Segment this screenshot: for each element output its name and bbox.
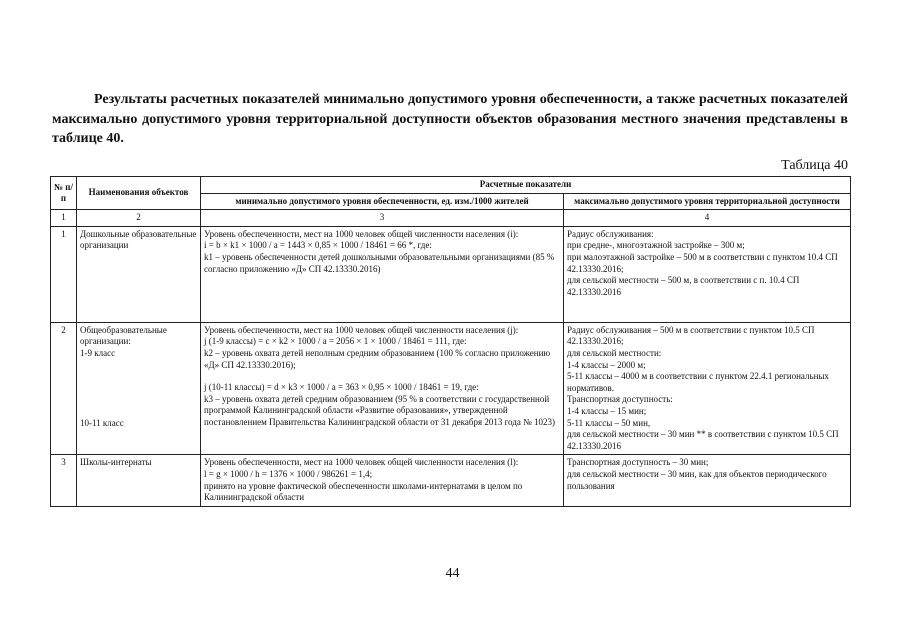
header-max: максимально допустимого уровня территориальной доступности — [564, 193, 851, 210]
min-line: Уровень обеспеченности, мест на 1000 человек общей численности населения (j): — [204, 324, 519, 335]
row-max — [564, 455, 851, 506]
name-line: 1-9 класс — [80, 347, 116, 358]
row-name — [77, 226, 201, 322]
row-name — [77, 322, 201, 455]
max-line: для сельской местности – 30 мин ** в соответствии с пунктом 10.5 СП 42.13330.2016 — [567, 429, 839, 451]
row-num: 2 — [51, 322, 77, 455]
row-num: 3 — [51, 455, 77, 506]
page-number: 44 — [445, 566, 460, 581]
header-group: Расчетные показатели — [201, 177, 851, 194]
index-cell: 2 — [77, 210, 201, 227]
min-line: k3 – уровень охвата детей средним образованием (95 % в соответствии с государственной программой Калининградской области «Развитие образования», утвержденной постановлением Правительства Калининградской области от 31 декабря 2013 года № 1023) — [204, 393, 555, 427]
min-line: j (10-11 классы) = d × k3 × 1000 / a = 363 × 0,95 × 1000 / 18461 = 19, где: — [204, 382, 479, 393]
max-line: 1-4 классы – 2000 м; — [567, 359, 646, 370]
min-line: k2 – уровень охвата детей неполным средним образованием (100 % согласно приложению «Д» СП 42.13330.2016); — [204, 347, 551, 370]
header-min: минимально допустимого уровня обеспеченности, ед. изм./1000 жителей — [201, 193, 564, 210]
min-line: i = b × k1 × 1000 / a = 1443 × 0,85 × 1000 / 18461 = 66 *, где: — [204, 240, 432, 251]
max-line: 1-4 классы – 15 мин; — [567, 405, 647, 416]
header-num: № п/п — [51, 177, 77, 210]
max-line: Радиус обслуживания – 500 м в соответствии с пунктом 10.5 СП 42.13330.2016; — [567, 324, 815, 347]
min-line: j (1-9 классы) = c × k2 × 1000 / a = 2056 × 1 × 1000 / 18461 = 111, где: — [204, 336, 467, 347]
max-line: Транспортная доступность: — [567, 394, 673, 405]
name-spacer — [80, 360, 197, 418]
min-line: l = g × 1000 / h = 1376 × 1000 / 986261 = 1,4; — [204, 468, 373, 479]
max-line: Радиус обслуживания: — [567, 228, 654, 239]
min-line: k1 – уровень обеспеченности детей дошкольными образовательными организациями (85 % согласно приложению «Д» СП 42.13330.2016) — [204, 251, 555, 274]
max-line: для сельской местности – 30 мин, как для объектов периодического пользования — [567, 468, 827, 491]
intro-paragraph — [52, 90, 848, 149]
min-line: Уровень обеспеченности, мест на 1000 человек общей численности населения (i): — [204, 228, 519, 239]
min-line: Уровень обеспеченности, мест на 1000 человек общей численности населения (l): — [204, 457, 519, 468]
max-line: 5-11 классы – 50 мин, — [567, 417, 651, 428]
intro-text: Результаты расчетных показателей минимально допустимого уровня обеспеченности, а также расчетных показателей максимально допустимого уровня территориальной доступности объектов образования местного значения представлены в таблице 40. — [52, 92, 848, 146]
table-row — [51, 455, 851, 506]
name-line: Дошкольные образовательные организации — [80, 228, 197, 251]
results-table — [50, 176, 851, 507]
table-row — [51, 226, 851, 322]
row-min — [201, 455, 564, 506]
table-label: Таблица 40 — [781, 158, 848, 173]
index-cell: 4 — [564, 210, 851, 227]
table-row — [51, 322, 851, 455]
row-num: 1 — [51, 226, 77, 322]
index-cell: 3 — [201, 210, 564, 227]
name-line: 10-11 класс — [80, 417, 124, 428]
row-min — [201, 322, 564, 455]
row-max — [564, 226, 851, 322]
name-line: Школы-интернаты — [80, 457, 152, 468]
max-line: для сельской местности – 500 м, в соответствии с п. 10.4 СП 42.13330.2016 — [567, 275, 800, 297]
index-cell: 1 — [51, 210, 77, 227]
header-name: Наименования объектов — [77, 177, 201, 210]
max-line: при малоэтажной застройке – 500 м в соответствии с пунктом 10.4 СП 42.13330.2016; — [567, 251, 838, 274]
min-spacer — [204, 371, 560, 382]
max-line: при средне-, многоэтажной застройке – 300 м; — [567, 240, 745, 251]
row-max — [564, 322, 851, 455]
name-line: Общеобразовательные организации: — [80, 324, 167, 347]
min-line: принято на уровне фактической обеспеченности школами-интернатами в целом по Калининградской области — [204, 480, 523, 503]
row-name — [77, 455, 201, 506]
row-min — [201, 226, 564, 322]
max-line: 5-11 классы – 4000 м в соответствии с пунктом 22.4.1 региональных нормативов. — [567, 371, 829, 393]
max-line: Транспортная доступность – 30 мин; — [567, 457, 709, 468]
max-line: для сельской местности: — [567, 347, 662, 358]
